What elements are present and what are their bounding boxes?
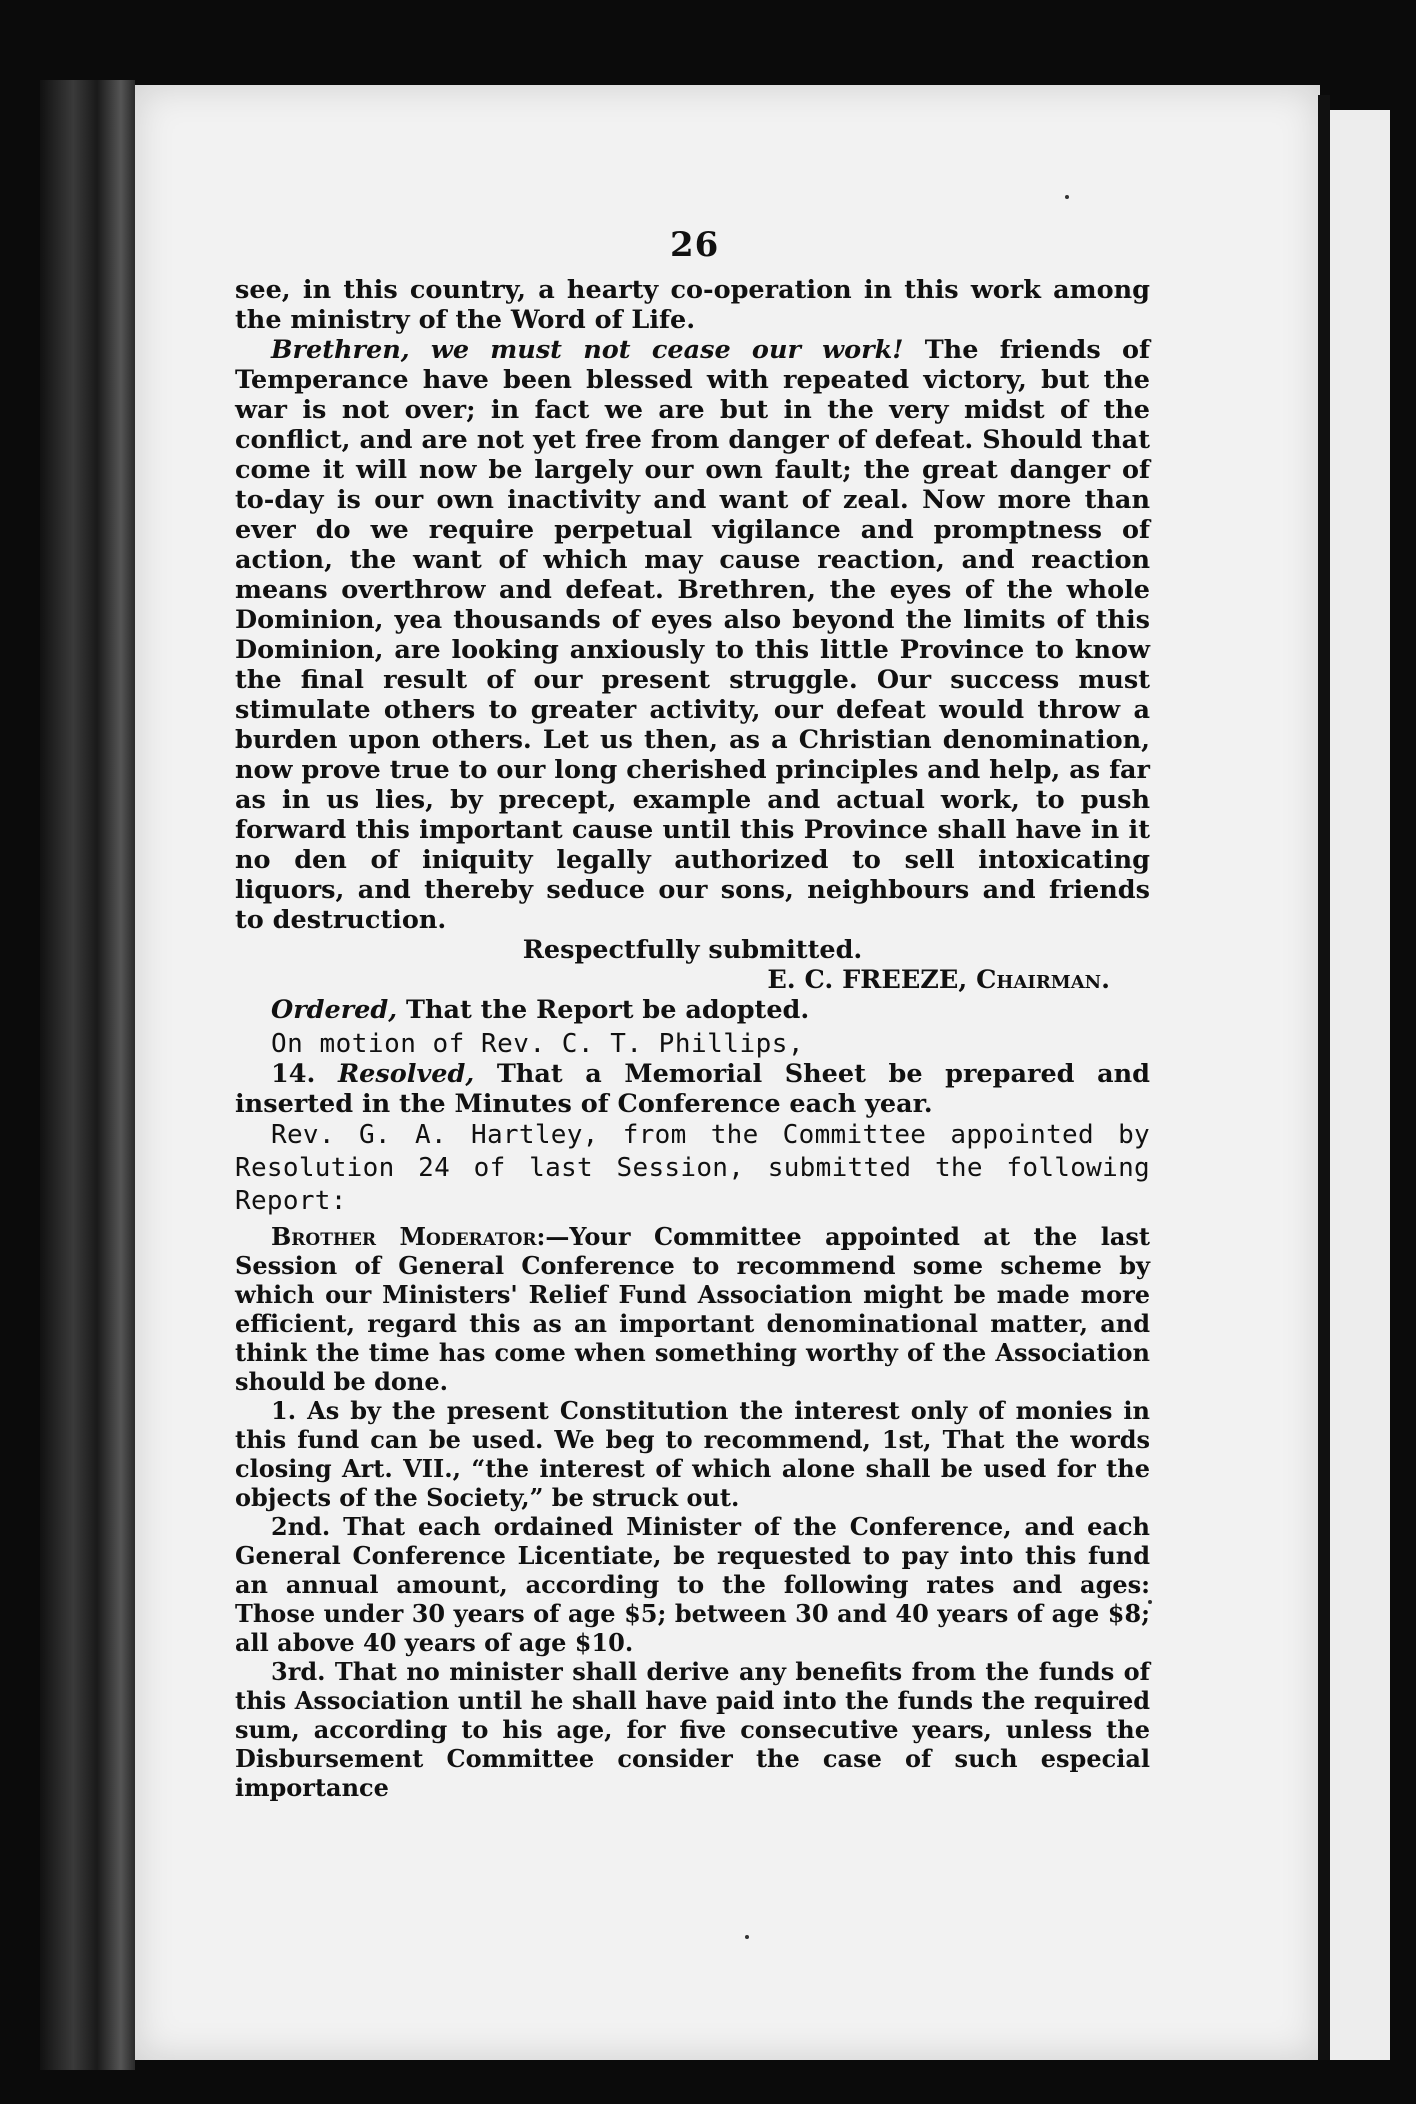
page-number: 26 xyxy=(670,225,720,265)
chairman-name: E. C. FREEZE, xyxy=(767,965,968,995)
temperance-report-text xyxy=(235,275,1150,1218)
resolved-label: Resolved, xyxy=(337,1059,475,1089)
temperance-body: The friends of Temperance have been blessed with repeated victory, but the war is not over; in fact we are but in the very midst of the conflict, and are not yet free from danger of defeat. Should that come it will now be largely our own fault; the great danger of to-day is our own inactivity and want of zeal. Now more than ever do we require perpetual vigilance and promptness of action, the want of which may cause reaction, and reaction means overthrow and defeat. Brethren, the eyes of the whole Dominion, yea thousands of eyes also beyond the limits of this Dominion, are looking anxiously to this little Province to know the final result of our present struggle. Our success must stimulate others to greater activity, our defeat would throw a burden upon others. Let us then, as a Christian denomination, now prove true to our long cherished principles and help, as far as in us lies, by precept, example and actual work, to push forward this important cause until this Province shall have in it no den of iniquity legally authorized to sell intoxicating liquors, and thereby seduce our sons, neighbours and friends to destruction. xyxy=(235,335,1150,935)
motion-line: On motion of Rev. C. T. Phillips, xyxy=(271,1029,805,1059)
facing-page-edge xyxy=(1330,110,1390,2060)
item-3: 3rd. That no minister shall derive any benefits from the funds of this Association until he shall have paid into the funds the required sum, according to his age, for five consecutive years, unless the Disbursement Committee consider the case of such especial importance xyxy=(235,1657,1150,1802)
item-1: 1. As by the present Constitution the interest only of monies in this fund can be used. We beg to recommend, 1st, That the words closing Art. VII., “the interest of which alone shall be used for the objects of the Society,” be struck out. xyxy=(235,1396,1150,1512)
temperance-paragraph xyxy=(235,335,1150,935)
scan-speck xyxy=(1065,195,1069,199)
chairman-title: Chairman. xyxy=(976,965,1110,995)
ordered-line xyxy=(235,995,1150,1025)
hartley-paragraph: Rev. G. A. Hartley, from the Committee appointed by Resolution 24 of last Session, submitted the following Report: xyxy=(235,1120,1150,1216)
scan-speck xyxy=(745,1935,749,1939)
continuation-paragraph: see, in this country, a hearty co-operation in this work among the ministry of the Word of Life. xyxy=(235,275,1150,335)
resolution-number: 14. xyxy=(271,1059,316,1089)
resolution-text: That a Memorial Sheet be prepared and inserted in the Minutes of Conference each year. xyxy=(235,1059,1150,1119)
item-2: 2nd. That each ordained Minister of the Conference, and each General Conference Licentiate, be requested to pay into this fund an annual amount, according to the following rates and ages: Those under 30 years of age $5; between 30 and 40 years of age $8; all above 40 years of age $10. xyxy=(235,1512,1150,1657)
moderator-label: Brother Moderator: xyxy=(271,1222,546,1251)
moderator-paragraph xyxy=(235,1222,1150,1396)
ordered-label: Ordered, xyxy=(271,995,398,1025)
ordered-text: That the Report be adopted. xyxy=(405,995,810,1025)
chairman-signature xyxy=(235,965,1150,995)
respectfully-submitted: Respectfully submitted. xyxy=(522,935,863,965)
gutter-shadow xyxy=(1318,95,1330,2060)
temperance-lead: Brethren, we must not cease our work! xyxy=(271,335,904,365)
book-spine-edge xyxy=(40,80,135,2070)
moderator-text: —Your Committee appointed at the last Session of General Conference to recommend some scheme by which our Ministers' Relief Fund Association might be made more efficient, regard this as an important denominational matter, and think the time has come when something worthy of the Association should be done. xyxy=(235,1222,1150,1396)
relief-fund-report-text xyxy=(235,1222,1150,1802)
resolution-14 xyxy=(235,1059,1150,1119)
